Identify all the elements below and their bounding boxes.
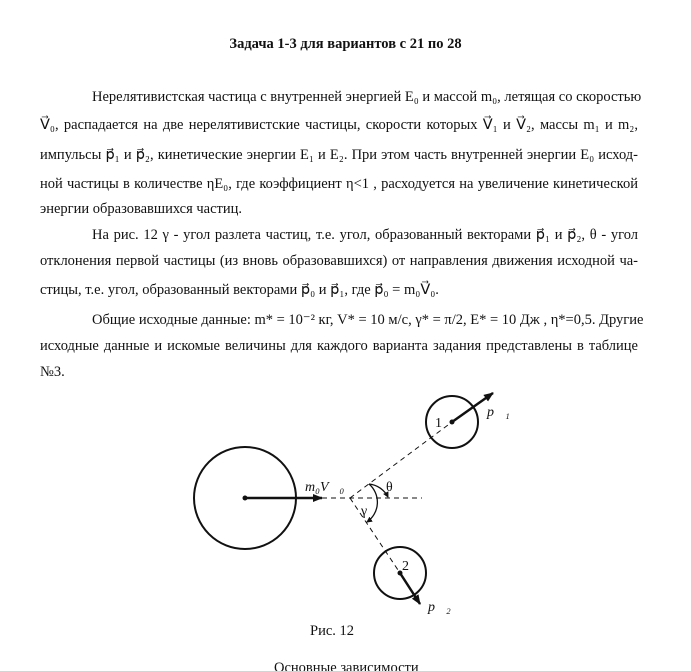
section-heading: Основные зависимости (274, 660, 419, 671)
label-particle-2: 2 (402, 559, 409, 574)
text-line: Общие исходные данные: m* = 10⁻² кг, V* = 10 м/с, γ* = π/2, E* = 10 Дж , η*=0,5. Другие (92, 312, 644, 328)
dashed-line-1 (350, 422, 452, 498)
text-line: На рис. 12 γ - угол разлета частиц, т.е. угол, образованный векторами p⃗₁ и p⃗₂, θ - угол (92, 227, 638, 243)
label-p2: p⃗₂ (428, 600, 451, 615)
text-line: отклонения первой частицы (из вновь образовавшихся) от направления движения исходной ча- (40, 253, 638, 269)
text-line: ной частицы в количестве ηE₀, где коэффициент η<1 , расходуется на увеличение кинетической (40, 176, 638, 192)
label-m0v0: m₀V⃗₀ (305, 480, 345, 495)
text-line: энергии образовавшихся частиц. (40, 201, 243, 217)
text-line: V⃗₀, распадается на две нерелятивистские частицы, скорости которых V⃗₁ и V⃗₂, массы m₁ и m₂, (40, 117, 638, 133)
label-gamma: γ (361, 504, 368, 519)
task-title: Задача 1-3 для вариантов с 21 по 28 (229, 36, 462, 52)
label-particle-1: 1 (435, 416, 442, 431)
label-p1: p⃗₁ (487, 405, 510, 420)
text-line: Нерелятивистская частица с внутренней энергией E₀ и массой m₀, летящая со скоростью (92, 89, 642, 105)
text-line: №3. (40, 364, 65, 380)
label-theta: θ (386, 480, 393, 495)
figure-caption: Рис. 12 (310, 623, 355, 639)
text-line: импульсы p⃗₁ и p⃗₂, кинетические энергии E₁ и E₂. При этом часть внутренней энергии E₀ исход- (40, 147, 638, 163)
gamma-arc (367, 484, 377, 522)
dashed-line-2 (350, 498, 400, 573)
text-line: стицы, т.е. угол, образованный векторами p⃗₀ и p⃗₁, где p⃗₀ = m₀V⃗₀. (40, 282, 439, 298)
text-line: исходные данные и искомые величины для каждого варианта задания представлены в таблице (40, 338, 638, 354)
